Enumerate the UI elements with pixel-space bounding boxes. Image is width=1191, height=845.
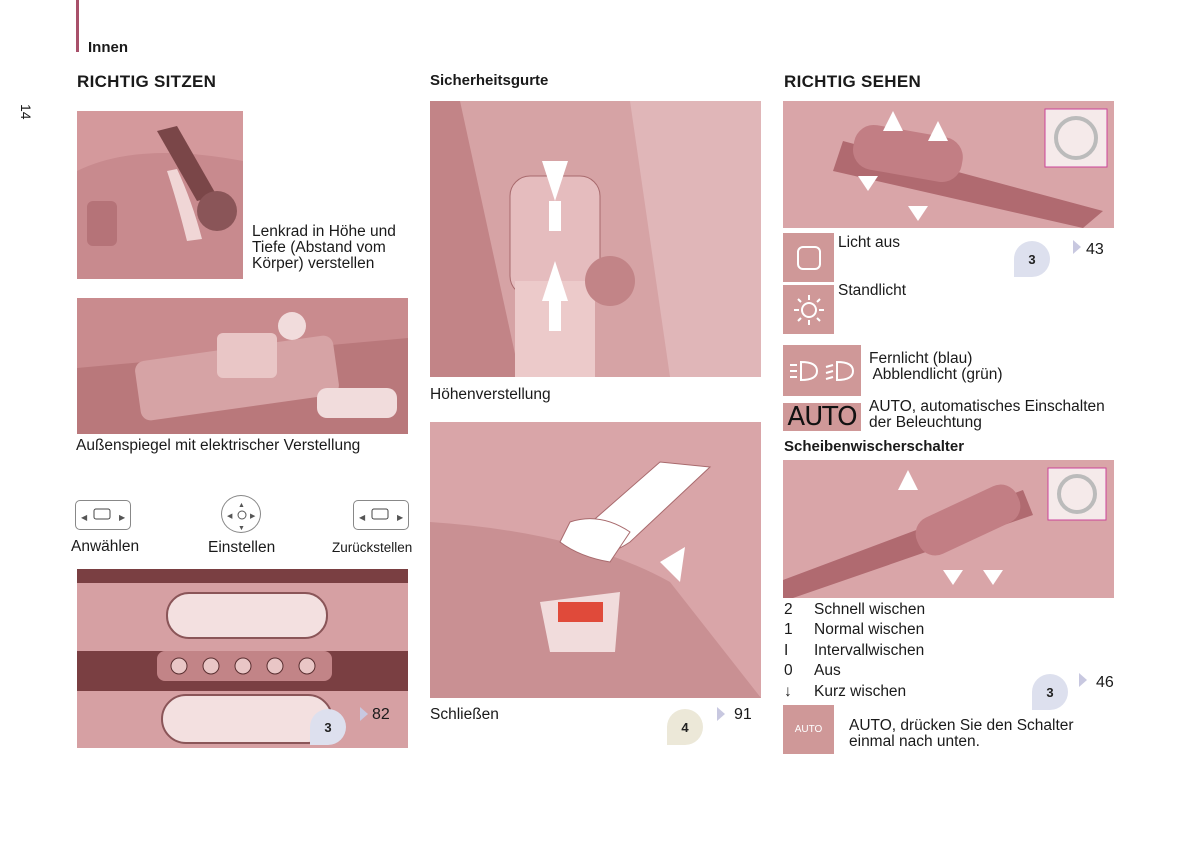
headlight-label: Fernlicht (blau) Abblendlicht (grün) (869, 350, 1003, 383)
steering-adjust-photo (77, 111, 243, 279)
steering-caption: Lenkrad in Höhe und Tiefe (Abstand vom Körper) verstellen (252, 223, 396, 272)
light-off-label: Licht aus (838, 234, 901, 251)
list-item: 2 Schnell wischen (784, 601, 926, 618)
svg-text:▶: ▶ (250, 513, 256, 520)
sidelight-label: Standlicht (838, 282, 907, 299)
richtig-sehen-heading: RICHTIG SEHEN (784, 72, 922, 91)
mirror-adjust-icon (221, 495, 261, 533)
wiper-stalk-photo (783, 460, 1114, 598)
ref-badge-wiper: 3 (1032, 674, 1068, 710)
ref-page-middle[interactable]: 91 (734, 706, 752, 723)
light-stalk-photo (783, 101, 1114, 228)
auto-wiper-icon (783, 705, 834, 754)
richtig-sitzen-heading: RICHTIG SITZEN (77, 72, 217, 91)
mirror-step-adjust: Einstellen (208, 539, 276, 556)
svg-text:▲: ▲ (238, 502, 245, 509)
ref-badge-left: 3 (310, 709, 346, 745)
light-off-icon (783, 233, 834, 282)
mirror-step-reset: Zurückstellen (332, 540, 413, 555)
mirror-caption: Außenspiegel mit elektrischer Verstellung (76, 437, 361, 454)
seatbelt-height-photo (430, 101, 761, 377)
auto-light-icon: AUTO (783, 403, 861, 431)
list-item: ↓ Kurz wischen (784, 682, 907, 700)
headlight-icon (783, 345, 861, 396)
wiper-heading: Scheibenwischerschalter (784, 438, 965, 455)
auto-light-label: AUTO, automatisches Einschalten der Beleuchtung (869, 398, 1105, 431)
mirror-reset-icon (353, 500, 409, 530)
ref-page-left[interactable]: 82 (372, 706, 390, 723)
svg-text:◀: ◀ (81, 513, 88, 522)
ref-badge-lights: 3 (1014, 241, 1050, 277)
auto-wiper-icon-label: AUTO (794, 724, 823, 735)
svg-text:▶: ▶ (397, 513, 404, 522)
list-item: I Intervallwischen (784, 641, 925, 659)
section-marker (76, 0, 79, 52)
ref-arrow-icon (1079, 673, 1087, 687)
section-title: Innen (88, 39, 128, 56)
close-caption: Schließen (430, 706, 499, 723)
seatbelt-close-photo (430, 422, 761, 698)
page-number: 14 (18, 104, 34, 120)
height-caption: Höhenverstellung (430, 386, 551, 403)
ref-page-lights[interactable]: 43 (1086, 241, 1104, 258)
rearview-mirror-photo (77, 569, 408, 748)
svg-text:◀: ◀ (227, 513, 233, 520)
sidelight-icon (783, 285, 834, 334)
svg-text:▶: ▶ (119, 513, 126, 522)
ref-arrow-icon (360, 707, 368, 721)
list-item: 0 Aus (784, 662, 841, 680)
seatbelt-heading: Sicherheitsgurte (430, 72, 549, 89)
list-item: 1 Normal wischen (784, 621, 925, 639)
auto-wiper-caption: AUTO, drücken Sie den Schalter einmal nach unten. (849, 717, 1074, 750)
svg-text:◀: ◀ (359, 513, 366, 522)
mirror-select-icon (75, 500, 131, 530)
ref-arrow-icon (717, 707, 725, 721)
wiper-modes-list (784, 601, 925, 703)
ref-arrow-icon (1073, 240, 1081, 254)
ref-badge-middle: 4 (667, 709, 703, 745)
svg-text:▼: ▼ (238, 525, 245, 532)
mirror-step-select: Anwählen (71, 538, 140, 555)
ref-page-wiper[interactable]: 46 (1096, 674, 1114, 691)
door-mirror-switch-photo (77, 298, 408, 434)
